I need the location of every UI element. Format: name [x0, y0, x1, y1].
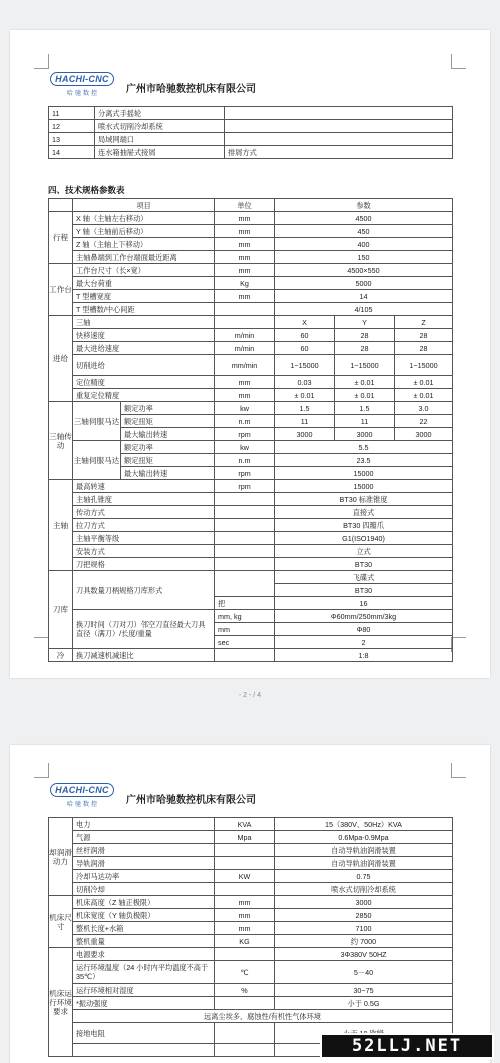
- crop-mark: [451, 763, 466, 778]
- table-row: 接地电阻: [49, 1023, 453, 1044]
- table-row: 气源 Mpa 0.6Mpa-0.9Mpa: [49, 831, 453, 844]
- table-row: 三轴传动 三轴伺服马达 额定功率 kw 1.5 1.5 3.0: [49, 402, 453, 415]
- table-row: *振动强度 小于 0.5G: [49, 997, 453, 1010]
- table-row: 传动方式 直接式: [49, 506, 453, 519]
- company-logo: HACHI-CNC 哈驰数控: [50, 783, 116, 811]
- table-row: 进给 三轴 X Y Z: [49, 316, 453, 329]
- spec-table: [48, 198, 453, 662]
- table-row: 主轴孔锥度 BT30 标准锥度: [49, 493, 453, 506]
- table-row: 额定扭矩 n.m 11 11 22: [49, 415, 453, 428]
- table-row: 行程 X 轴（主轴左右移动） mm 4500: [49, 212, 453, 225]
- site-watermark: 52LLJ.NET: [320, 1033, 494, 1059]
- table-header-row: 项目 单位 参数: [49, 199, 453, 212]
- table-row: 切削冷却 喷水式切削冷却系统: [49, 883, 453, 896]
- crop-mark: [451, 54, 466, 69]
- table-row: 机床运行环境要求 电源要求 3Φ380V 50HZ: [49, 948, 453, 961]
- table-row: 最大输出转速 rpm 15000: [49, 467, 453, 480]
- crop-mark: [34, 54, 49, 69]
- table-row: 主轴鼻端到工作台端面最近距离 mm 150: [49, 251, 453, 264]
- table-row: 刀库 刀具数量刀柄规格刀库形式 飞碟式: [49, 571, 453, 584]
- page-number: - 2 - / 4: [238, 692, 262, 699]
- table-row: 运行环境温度（24 小时内平均温度不高于 35℃） ℃ 5－40: [49, 961, 453, 984]
- table-row: 导轨润滑 自动导轨油润滑装置: [49, 857, 453, 870]
- table-row: BT30: [49, 584, 453, 597]
- table-row: 机床尺寸 机床高度（Z 轴正极限） mm 3000: [49, 896, 453, 909]
- table-row: 额定扭矩 n.m 23.5: [49, 454, 453, 467]
- table-row: 定位精度 mm 0.03 ± 0.01 ± 0.01: [49, 376, 453, 389]
- crop-mark: [34, 637, 49, 652]
- table-row: 冷却马达功率 KW 0.75: [49, 870, 453, 883]
- table-row: 12 喷水式切削冷却系统: [49, 120, 453, 133]
- table-row: 主轴 最高转速 rpm 15000: [49, 480, 453, 493]
- table-row: 机床宽度（Y 轴负极限） mm 2850: [49, 909, 453, 922]
- document-page-1: [10, 30, 490, 699]
- crop-mark: [451, 637, 466, 652]
- table-row: 丝杆润滑 自动导轨油润滑装置: [49, 844, 453, 857]
- table-row: 主轴伺服马达 额定功率 kw 5.5: [49, 441, 453, 454]
- table-row: sec 2: [49, 636, 453, 649]
- table-row: 整机长度+水箱 mm 7100: [49, 922, 453, 935]
- table-row: 切削进给 mm/min 1~15000 1~15000 1~15000: [49, 355, 453, 376]
- table-row: 主轴平衡等级 G1(ISO1940): [49, 532, 453, 545]
- table-row: 换刀时间（刀对刀）邻空刀直径最大刀具直径（满刀）/长度/重量 mm, kg Φ60mm/250mm/3kg: [49, 610, 453, 623]
- document-page-2: [10, 745, 490, 1063]
- table-row: 工作台 工作台尺寸（长×宽） mm 4500×550: [49, 264, 453, 277]
- table-row: 整机重量 KG 约 7000: [49, 935, 453, 948]
- table-row: 运行环境相对湿度 % 30~75: [49, 984, 453, 997]
- table-row: 快移速度 m/min 60 28 28: [49, 329, 453, 342]
- table-row: 安装方式 立式: [49, 545, 453, 558]
- feature-table: [48, 106, 453, 159]
- table-row: 远离尘埃多、腐蚀性/有机性气体环境: [49, 1010, 453, 1023]
- table-row: T 型槽宽度 mm 14: [49, 290, 453, 303]
- section-title: 四、技术规格参数表: [48, 185, 125, 195]
- table-row: Z 轴（主轴上下移动） mm 400: [49, 238, 453, 251]
- spec-table-continued: [48, 817, 453, 1057]
- table-row: 14 连水箱抽屉式接屑 排屑方式: [49, 146, 453, 159]
- table-row: 13 局域网端口: [49, 133, 453, 146]
- table-row: 拉刀方式 BT30 四瓣爪: [49, 519, 453, 532]
- table-row: mm Φ80: [49, 623, 453, 636]
- table-row: T 型槽数/中心间距 4/105: [49, 303, 453, 316]
- company-logo: HACHI-CNC 哈驰数控: [50, 72, 116, 100]
- company-name: 广州市哈驰数控机床有限公司: [126, 84, 256, 95]
- table-row: 11 分离式手摇轮: [49, 107, 453, 120]
- table-row: Y 轴（主轴前后移动） mm 450: [49, 225, 453, 238]
- table-row: 最大进给速度 m/min 60 28 28: [49, 342, 453, 355]
- table-row: 却润滑动力 电力 KVA 15（380V、50Hz）KVA: [49, 818, 453, 831]
- company-name: 广州市哈驰数控机床有限公司: [126, 795, 256, 806]
- table-row: 冷 换刀减速机减速比 1:8: [49, 649, 453, 662]
- crop-mark: [34, 763, 49, 778]
- table-row: 最大输出转速 rpm 3000 3000 3000: [49, 428, 453, 441]
- table-row: 重复定位精度 mm ± 0.01 ± 0.01 ± 0.01: [49, 389, 453, 402]
- table-row: 刀把规格 BT30: [49, 558, 453, 571]
- table-row: 把 16: [49, 597, 453, 610]
- table-row: 最大台荷重 Kg 5000: [49, 277, 453, 290]
